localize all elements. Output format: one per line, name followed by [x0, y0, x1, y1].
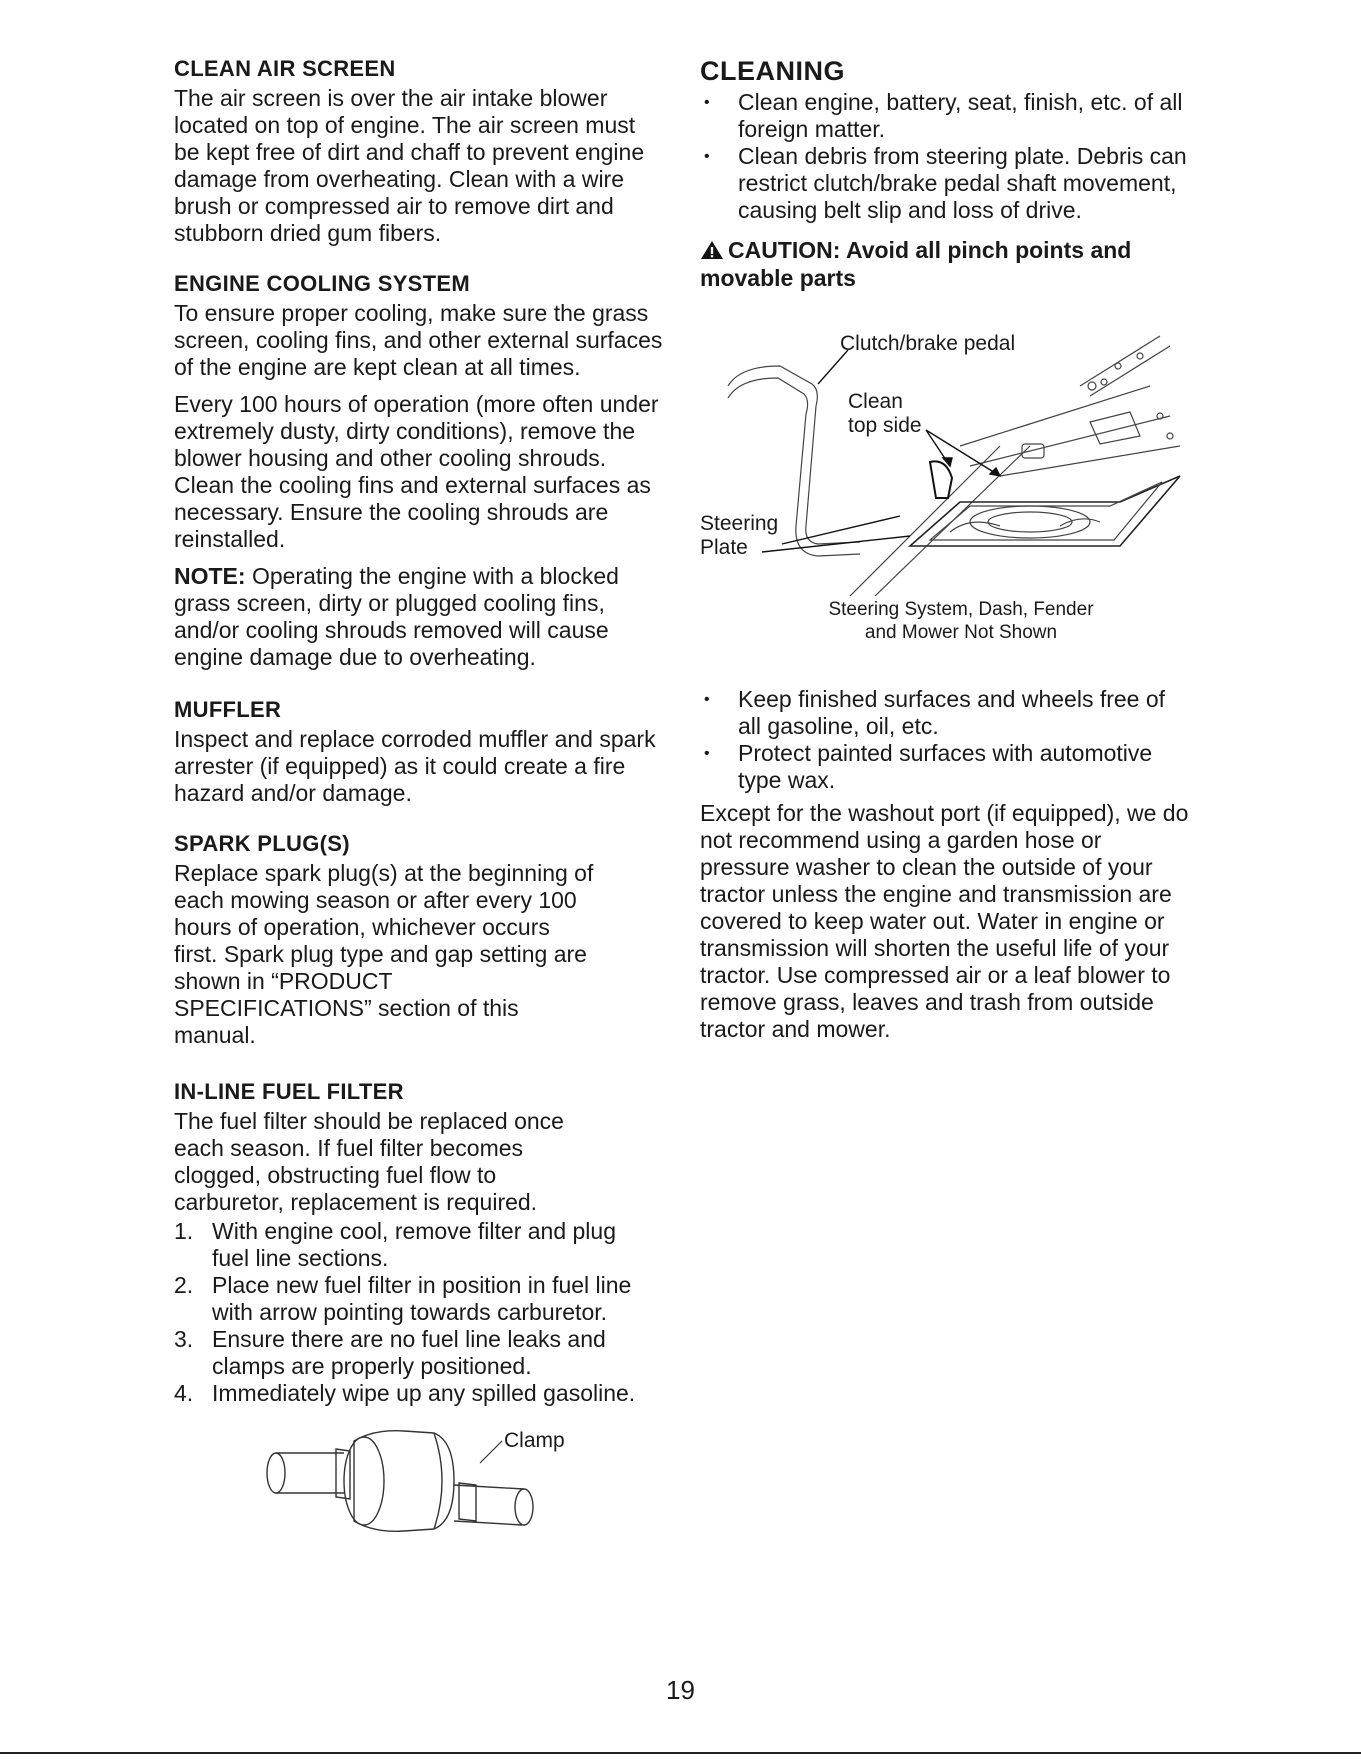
list-item: • Keep finished surfaces and wheels free of all gasoline, oil, etc.	[704, 686, 1166, 739]
bullet-icon: •	[704, 148, 710, 165]
caption-line-2: and Mower Not Shown	[864, 622, 1058, 643]
bullet-icon: •	[704, 745, 710, 762]
note-label: NOTE:	[174, 563, 246, 589]
clamp-label: Clamp	[504, 1429, 565, 1452]
section-cooling	[174, 271, 666, 671]
clean-label-line1: Clean	[848, 390, 903, 413]
bottom-rule	[0, 1752, 1361, 1754]
pedal-label: Clutch/brake pedal	[840, 332, 1016, 355]
figure-caption	[700, 598, 1192, 644]
list-item: • Clean debris from steering plate. Debris can restrict clutch/brake pedal shaft movement, causing belt slip and loss of drive.	[704, 143, 1187, 223]
warning-triangle-icon	[700, 240, 724, 260]
cooling-text-2: Every 100 hours of operation (more often under extremely dusty, dirty conditions), remove the blower housing and other cooling shrouds. Clean the cooling fins and external surfaces as necessary. Ensure the cooling shrouds are reinstalled.	[174, 391, 659, 552]
heading-fuel-filter: IN-LINE FUEL FILTER	[174, 1079, 404, 1104]
section-muffler	[174, 697, 666, 807]
caution-text: CAUTION: Avoid all pinch points and movable parts	[700, 237, 1132, 291]
section-fuel-filter	[174, 1079, 666, 1541]
list-item: • Clean engine, battery, seat, finish, etc. of all foreign matter.	[704, 89, 1183, 142]
page-number: 19	[666, 1675, 695, 1705]
step-item: 2. Place new fuel filter in position in fuel line with arrow pointing towards carburetor.	[174, 1272, 632, 1325]
note-text: Operating the engine with a blocked grass screen, dirty or plugged cooling fins, and/or cooling shrouds removed will cause engine damage due to overheating.	[174, 563, 619, 670]
steering-plate-illustration	[700, 326, 1192, 596]
cooling-text-1: To ensure proper cooling, make sure the grass screen, cooling fins, and other external surfaces of the engine are kept clean at all times.	[174, 300, 663, 380]
caution-notice	[700, 236, 1192, 292]
bullet-icon: •	[704, 94, 710, 111]
cleaning-bullets-bottom	[700, 686, 1192, 794]
heading-cleaning: CLEANING	[700, 56, 845, 86]
air-screen-text: The air screen is over the air intake blower located on top of engine. The air screen must be kept free of dirt and chaff to prevent engine damage from overheating. Clean with a wire brush or compressed air to remove dirt and stubborn dried gum fibers.	[174, 85, 645, 246]
bullet-icon: •	[704, 691, 710, 708]
fuel-filter-figure	[254, 1421, 574, 1541]
steering-plate-figure	[700, 326, 1192, 596]
heading-air-screen: CLEAN AIR SCREEN	[174, 56, 396, 81]
section-air-screen	[174, 56, 666, 247]
clamp-leader-line	[254, 1421, 574, 1541]
fuel-filter-text: The fuel filter should be replaced once each season. If fuel filter becomes clogged, obstructing fuel flow to carburetor, replacement is required.	[174, 1108, 564, 1215]
spark-plug-text: Replace spark plug(s) at the beginning of each mowing season or after every 100 hours of operation, whichever occurs first. Spark plug type and gap setting are shown in “PRODUCT SPECIFICATIONS” section of this manual.	[174, 860, 594, 1048]
step-item: 1. With engine cool, remove filter and plug fuel line sections.	[174, 1218, 616, 1271]
cooling-note	[174, 563, 666, 671]
caption-line-1: Steering System, Dash, Fender	[828, 599, 1094, 620]
heading-spark-plug: SPARK PLUG(S)	[174, 831, 350, 856]
fuel-filter-steps	[174, 1218, 666, 1407]
right-column	[700, 56, 1192, 1053]
heading-muffler: MUFFLER	[174, 697, 282, 722]
closing-paragraph: Except for the washout port (if equipped), we do not recommend using a garden hose or pressure washer to clean the outside of your tractor unless the engine and transmission are covered to keep water out. Water in engine or transmission will shorten the useful life of your tractor. Use compressed air or a leaf blower to remove grass, leaves and trash from outside tractor and mower.	[700, 800, 1189, 1042]
list-item: • Protect painted surfaces with automotive type wax.	[704, 740, 1153, 793]
section-spark-plug	[174, 831, 666, 1049]
step-item: 4. Immediately wipe up any spilled gasoline.	[174, 1380, 636, 1406]
left-column	[174, 56, 666, 1565]
step-item: 3. Ensure there are no fuel line leaks and clamps are properly positioned.	[174, 1326, 606, 1379]
cleaning-bullets-top	[700, 89, 1192, 224]
steering-label-line1: Steering	[700, 512, 779, 535]
heading-cooling: ENGINE COOLING SYSTEM	[174, 271, 470, 296]
muffler-text: Inspect and replace corroded muffler and spark arrester (if equipped) as it could create a fire hazard and/or damage.	[174, 726, 656, 806]
steering-label-line2: Plate	[700, 536, 748, 559]
clean-label-line2: top side	[848, 414, 922, 437]
